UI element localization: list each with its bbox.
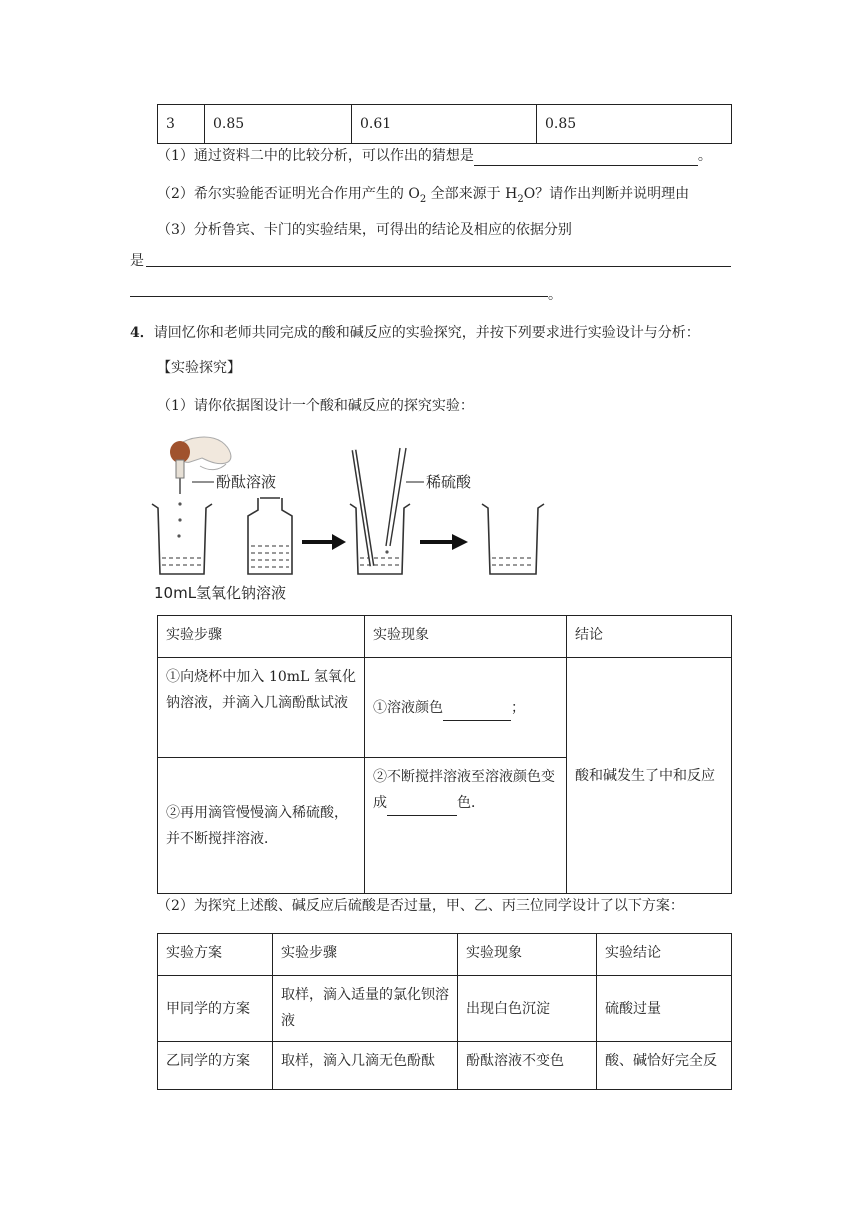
reagent-bottle bbox=[248, 498, 292, 574]
table-cell: 甲同学的方案 bbox=[158, 976, 273, 1042]
table-header-row bbox=[158, 616, 732, 658]
question-4-title: 4．请回忆你和老师共同完成的酸和碱反应的实验探究，并按下列要求进行实验设计与分析： bbox=[130, 325, 700, 341]
answer-blank[interactable] bbox=[387, 801, 457, 816]
table-header-row bbox=[158, 934, 732, 976]
conclusion-cell: 酸和碱发生了中和反应 bbox=[567, 658, 732, 894]
step-cell: ①向烧杯中加入 10mL 氢氧化钠溶液，并滴入几滴酚酞试液 bbox=[158, 658, 365, 758]
observation-cell: ②不断搅拌溶液至溶液颜色变成 色． bbox=[365, 758, 567, 894]
question-item-2: （2）希尔实验能否证明光合作用产生的 $O_2$ 全部来源于 $H_2O$？请作出判断并说明理由 bbox=[157, 186, 690, 205]
table-cell: 乙同学的方案 bbox=[158, 1042, 273, 1090]
table-cell: 取样，滴入几滴无色酚酞 bbox=[273, 1042, 458, 1090]
table-row bbox=[158, 1042, 732, 1090]
arrow-icon bbox=[302, 534, 346, 550]
answer-blank[interactable] bbox=[474, 165, 698, 166]
table-cell: 0.85 bbox=[205, 105, 352, 144]
table-cell: 0.61 bbox=[352, 105, 537, 144]
question-item-3-end: 。 bbox=[548, 287, 562, 303]
answer-blank[interactable] bbox=[146, 252, 731, 267]
label-sulfuric-acid: 稀硫酸 bbox=[426, 473, 472, 491]
experiment-table-2 bbox=[157, 933, 732, 1090]
header-cell: 实验现象 bbox=[458, 934, 597, 976]
question-item-1: （1）通过资料二中的比较分析，可以作出的猜想是 。 bbox=[157, 148, 712, 164]
table-cell: 3 bbox=[158, 105, 205, 144]
table-cell: 取样，滴入适量的氯化钡溶液 bbox=[273, 976, 458, 1042]
table-cell: 出现白色沉淀 bbox=[458, 976, 597, 1042]
header-cell: 实验结论 bbox=[597, 934, 732, 976]
header-cell: 实验步骤 bbox=[273, 934, 458, 976]
beaker-4 bbox=[478, 500, 550, 580]
label-phenolphthalein: 酚酞溶液 bbox=[216, 473, 277, 491]
table-cell: 硫酸过量 bbox=[597, 976, 732, 1042]
table-row bbox=[158, 658, 732, 758]
header-cell: 实验现象 bbox=[365, 616, 567, 658]
label-naoh: 10mL氢氧化钠溶液 bbox=[154, 584, 287, 602]
beaker-3 bbox=[350, 504, 410, 574]
table-cell: 酚酞溶液不变色 bbox=[458, 1042, 597, 1090]
step-cell: ②再用滴管慢慢滴入稀硫酸，并不断搅拌溶液． bbox=[158, 758, 365, 894]
experiment-figure bbox=[150, 428, 490, 604]
beaker-1 bbox=[152, 504, 212, 574]
table-cell: 0.85 bbox=[537, 105, 732, 144]
table-row bbox=[158, 105, 732, 144]
question-item-3: （3）分析鲁宾、卡门的实验结果，可得出的结论及相应的依据分别 bbox=[157, 222, 572, 238]
section-heading: 【实验探究】 bbox=[157, 360, 241, 376]
observation-cell: ①溶液颜色 ； bbox=[365, 658, 567, 758]
answer-blank[interactable] bbox=[443, 706, 511, 721]
header-cell: 结论 bbox=[567, 616, 732, 658]
question-4-sub1: （1）请你依据图设计一个酸和碱反应的探究实验： bbox=[157, 398, 474, 414]
header-cell: 实验方案 bbox=[158, 934, 273, 976]
header-cell: 实验步骤 bbox=[158, 616, 365, 658]
question-4-sub2: （2）为探究上述酸、碱反应后硫酸是否过量，甲、乙、丙三位同学设计了以下方案： bbox=[157, 898, 684, 914]
table-row bbox=[158, 976, 732, 1042]
question-item-3-shi: 是 bbox=[130, 253, 144, 269]
answer-blank[interactable] bbox=[130, 282, 548, 297]
table-cell: 酸、碱恰好完全反 bbox=[597, 1042, 732, 1090]
data-table-top bbox=[157, 104, 732, 144]
experiment-table-1 bbox=[157, 615, 732, 894]
arrow-icon bbox=[420, 534, 468, 550]
